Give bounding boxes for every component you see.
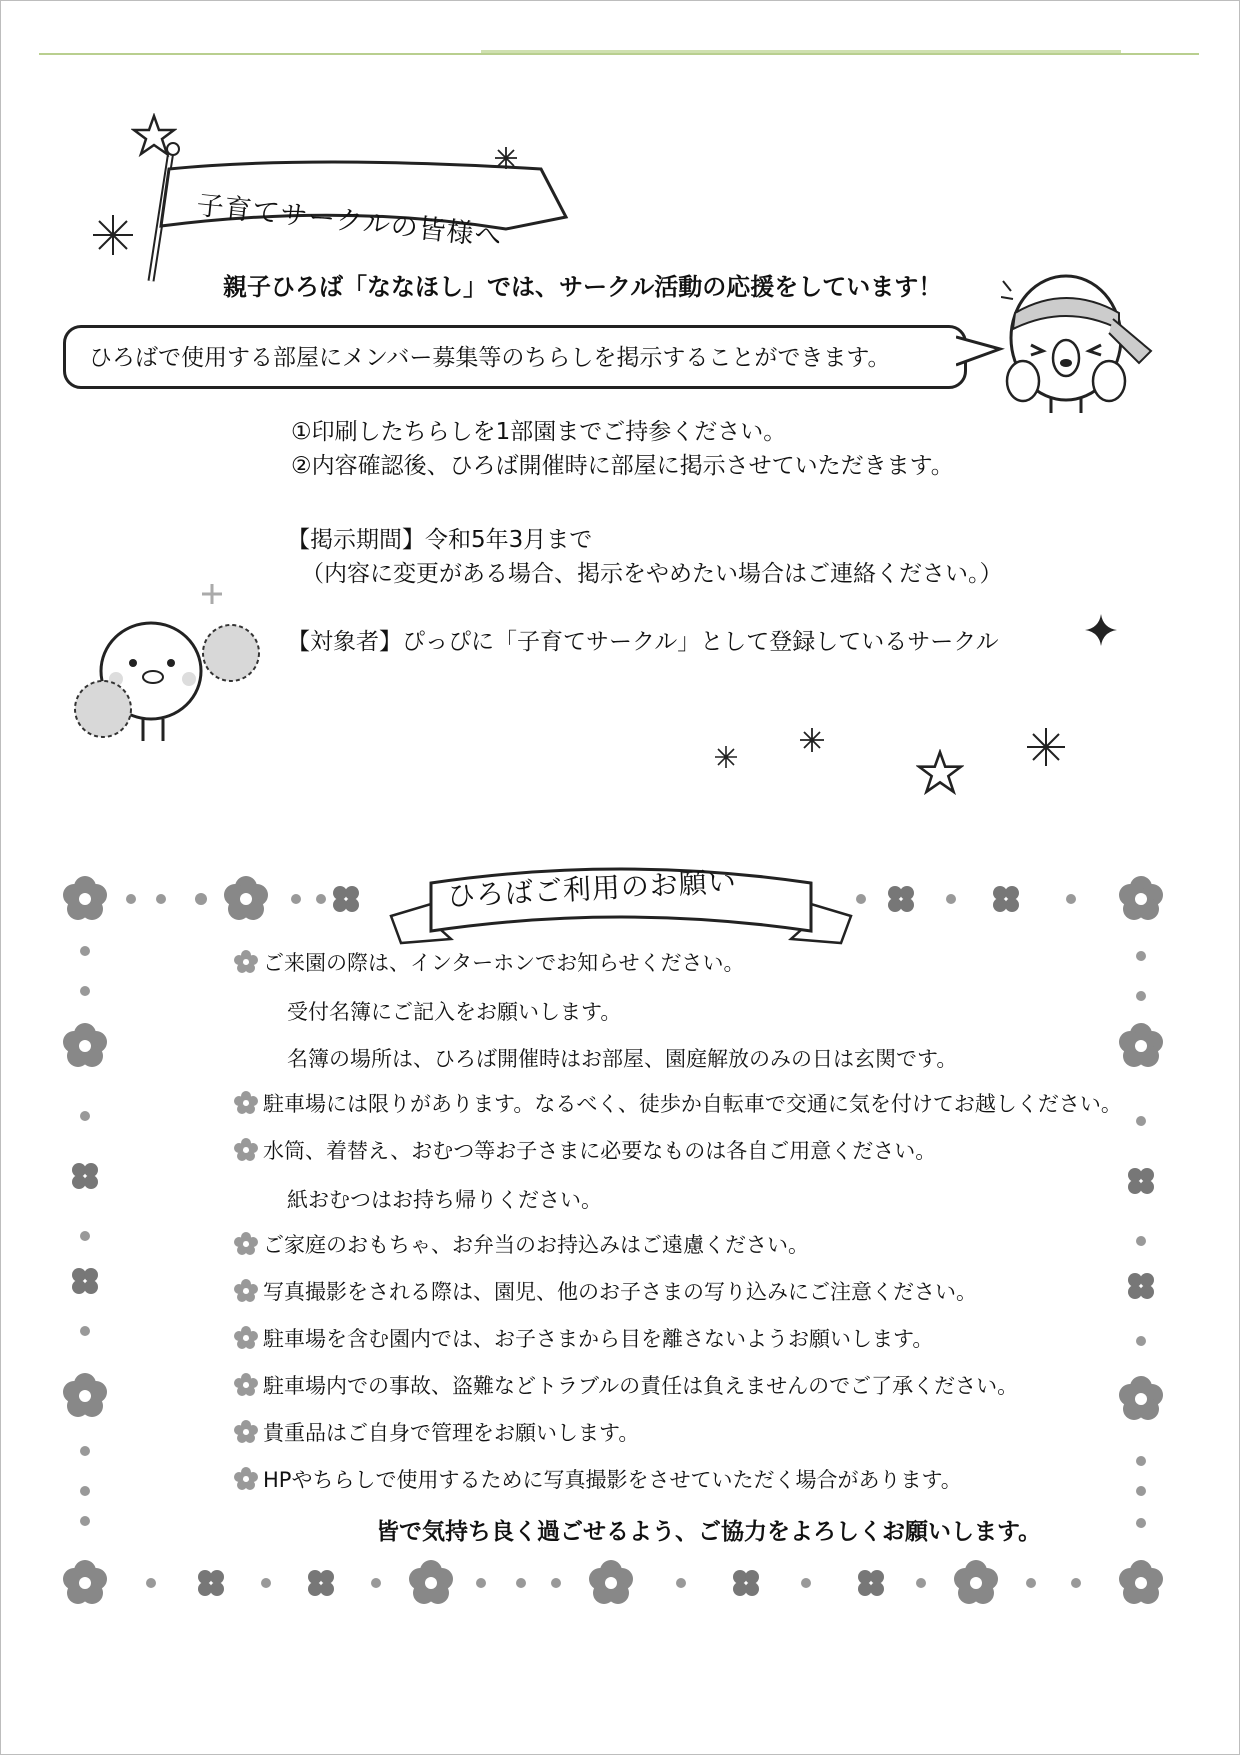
rule-item	[233, 1323, 933, 1353]
rule-text: 駐車場内での事故、盗難などトラブルの責任は負えませんのでご了承ください。	[263, 1374, 1019, 1398]
banner-title: 子育てサークルの皆様へ	[195, 190, 504, 254]
flower-bullet-icon	[233, 1231, 259, 1257]
rule-text: 写真撮影をされる際は、園児、他のお子さまの写り込みにご注意ください。	[263, 1280, 977, 1304]
flower-bullet-icon	[233, 1419, 259, 1445]
rule-text: 水筒、着替え、おむつ等お子さまに必要なものは各自ご用意ください。	[263, 1139, 937, 1163]
flower-bullet-icon	[233, 1372, 259, 1398]
closing-text: 皆で気持ち良く過ごせるよう、ご協力をよろしくお願いします。	[376, 1519, 1042, 1545]
target-text: 【対象者】ぴっぴに「子育てサークル」として登録しているサークル	[287, 629, 999, 655]
bubble-text: ひろばで使用する部屋にメンバー募集等のちらしを掲示することができます。	[89, 345, 891, 371]
flower-bullet-icon	[233, 1278, 259, 1304]
rule-text: 貴重品はご自身で管理をお願いします。	[263, 1421, 640, 1445]
rule-item	[233, 1417, 639, 1447]
flower-bullet-icon	[233, 1466, 259, 1492]
rule-subtext: 名簿の場所は、ひろば開催時はお部屋、園庭解放のみの日は玄関です。	[287, 1047, 958, 1071]
rule-text: ご家庭のおもちゃ、お弁当のお持込みはご遠慮ください。	[263, 1233, 809, 1257]
flower-bullet-icon	[233, 1325, 259, 1351]
flower-bullet-icon	[233, 1137, 259, 1163]
period-heading: 【掲示期間】令和5年3月まで	[287, 527, 593, 553]
rule-subtext: 受付名簿にご記入をお願いします。	[287, 1000, 622, 1024]
rules-banner-title: ひろばご利用のお願い	[446, 864, 738, 913]
rule-item	[233, 1276, 977, 1306]
lead-text: 親子ひろば「ななほし」では、サークル活動の応援をしています！	[223, 273, 943, 301]
rule-item	[233, 1135, 936, 1165]
rule-item	[233, 1370, 1018, 1400]
step-2: ②内容確認後、ひろば開催時に部屋に掲示させていただきます。	[291, 453, 954, 479]
rule-text: 駐車場には限りがあります。なるべく、徒歩か自転車で交通に気を付けてお越しください。	[263, 1092, 1122, 1116]
rule-item	[233, 947, 745, 977]
rule-text: ご来園の際は、インターホンでお知らせください。	[263, 951, 745, 975]
flower-bullet-icon	[233, 949, 259, 975]
period-note: （内容に変更がある場合、掲示をやめたい場合はご連絡ください。）	[301, 561, 1003, 587]
flower-bullet-icon	[233, 1090, 259, 1116]
rule-item	[233, 1229, 809, 1259]
rule-text: 駐車場を含む園内では、お子さまから目を離さないようお願いします。	[263, 1327, 934, 1351]
rule-item	[233, 1464, 962, 1494]
rule-subtext: 紙おむつはお持ち帰りください。	[287, 1188, 602, 1212]
rule-text: HPやちらしで使用するために写真撮影をさせていただく場合があります。	[263, 1468, 962, 1492]
rule-item	[233, 1088, 1122, 1118]
step-1: ①印刷したちらしを1部園までご持参ください。	[291, 419, 787, 445]
